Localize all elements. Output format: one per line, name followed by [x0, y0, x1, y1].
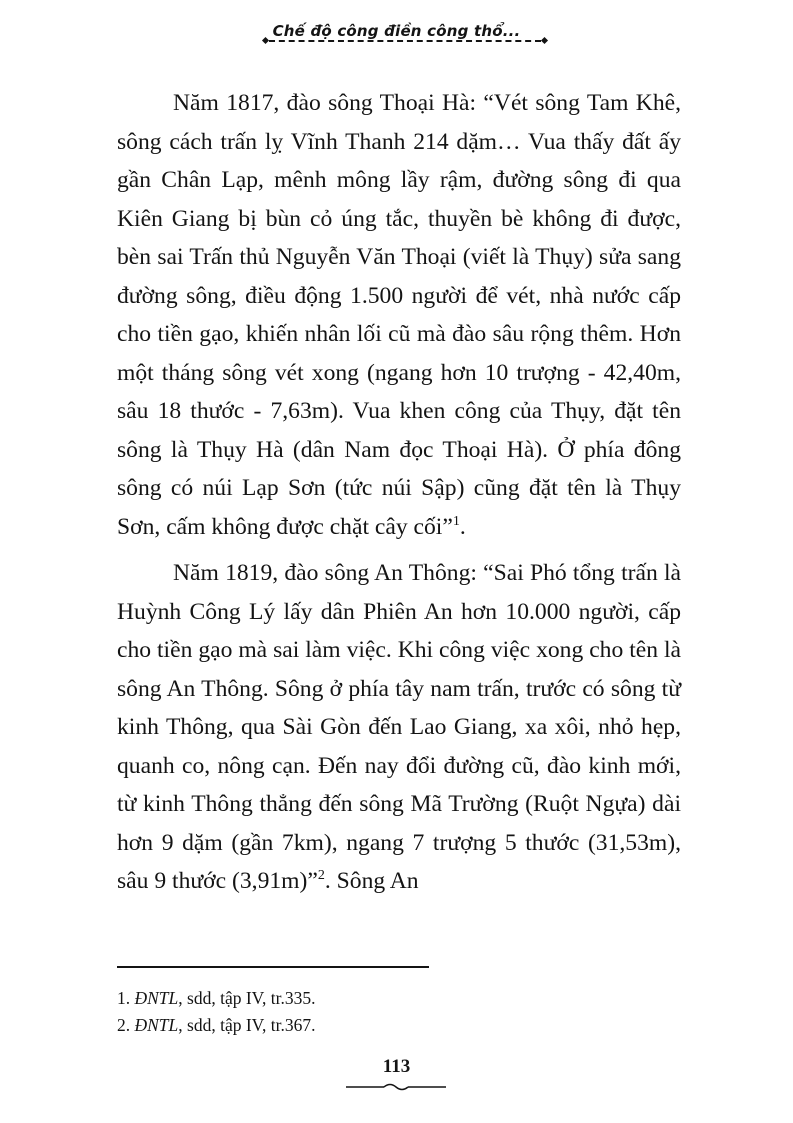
footnote-source-detail: , sdd, tập IV, tr.367.	[178, 1015, 316, 1035]
footnote-ref: 1	[452, 513, 460, 529]
footnote-ref: 2	[317, 868, 325, 884]
footnote-separator	[117, 966, 429, 968]
footnotes	[117, 985, 681, 1039]
page-number: 113	[382, 1056, 411, 1077]
page-ornament-icon	[346, 1082, 446, 1092]
footnote-number: 1.	[117, 988, 131, 1008]
paragraph	[117, 84, 681, 546]
footnote-source-title: ĐNTL	[134, 988, 179, 1008]
footnote-item	[117, 985, 681, 1012]
paragraph-text: Năm 1817, đào sông Thoại Hà: “Vét sông Tam Khê, sông cách trấn lỵ Vĩnh Thanh 214 dặm… Vua thấy đất ấy gần Chân Lạp, mênh mông lầy rậm, đường sông đi qua Kiên Giang bị bùn cỏ úng tắc, thuyền bè không đi được, bèn sai Trấn thủ Nguyễn Văn Thoại (viết là Thụy) sửa sang đường sông, điều động 1.500 người để vét, nhà nước cấp cho tiền gạo, khiến nhân lối cũ mà đào sâu rộng thêm. Hơn một tháng sông vét xong (ngang hơn 10 trượng - 42,40m, sâu 18 thước - 7,63m). Vua khen công của Thụy, đặt tên sông là Thụy Hà (dân Nam đọc Thoại Hà). Ở phía đông sông có núi Lạp Sơn (tức núi Sập) cũng đặt tên là Thụy Sơn, cấm không được chặt cây cối”	[117, 90, 681, 540]
footnote-number: 2.	[117, 1015, 131, 1035]
paragraph-text: Năm 1819, đào sông An Thông: “Sai Phó tổng trấn là Huỳnh Công Lý lấy dân Phiên An hơn 10.000 người, cấp cho tiền gạo mà sai làm việc. Khi công việc xong cho tên là sông An Thông. Sông ở phía tây nam trấn, trước có sông từ kinh Thông, qua Sài Gòn đến Lao Giang, xa xôi, nhỏ hẹp, quanh co, nông cạn. Đến nay đổi đường cũ, đào kinh mới, từ kinh Thông thẳng đến sông Mã Trường (Ruột Ngựa) dài hơn 9 dặm (gần 7km), ngang 7 trượng 5 thước (31,53m), sâu 9 thước (3,91m)”	[117, 560, 681, 894]
footnote-item	[117, 1012, 681, 1039]
paragraph-tail: . Sông An	[324, 868, 419, 894]
header-dashed-rule	[269, 40, 541, 42]
body-text	[117, 84, 681, 901]
footnote-source-detail: , sdd, tập IV, tr.335.	[178, 988, 316, 1008]
footnote-source-title: ĐNTL	[134, 1015, 179, 1035]
paragraph	[117, 554, 681, 901]
running-header	[0, 22, 793, 41]
paragraph-tail: .	[459, 513, 466, 540]
running-header-title: Chế độ công điền công thổ...	[272, 22, 521, 40]
